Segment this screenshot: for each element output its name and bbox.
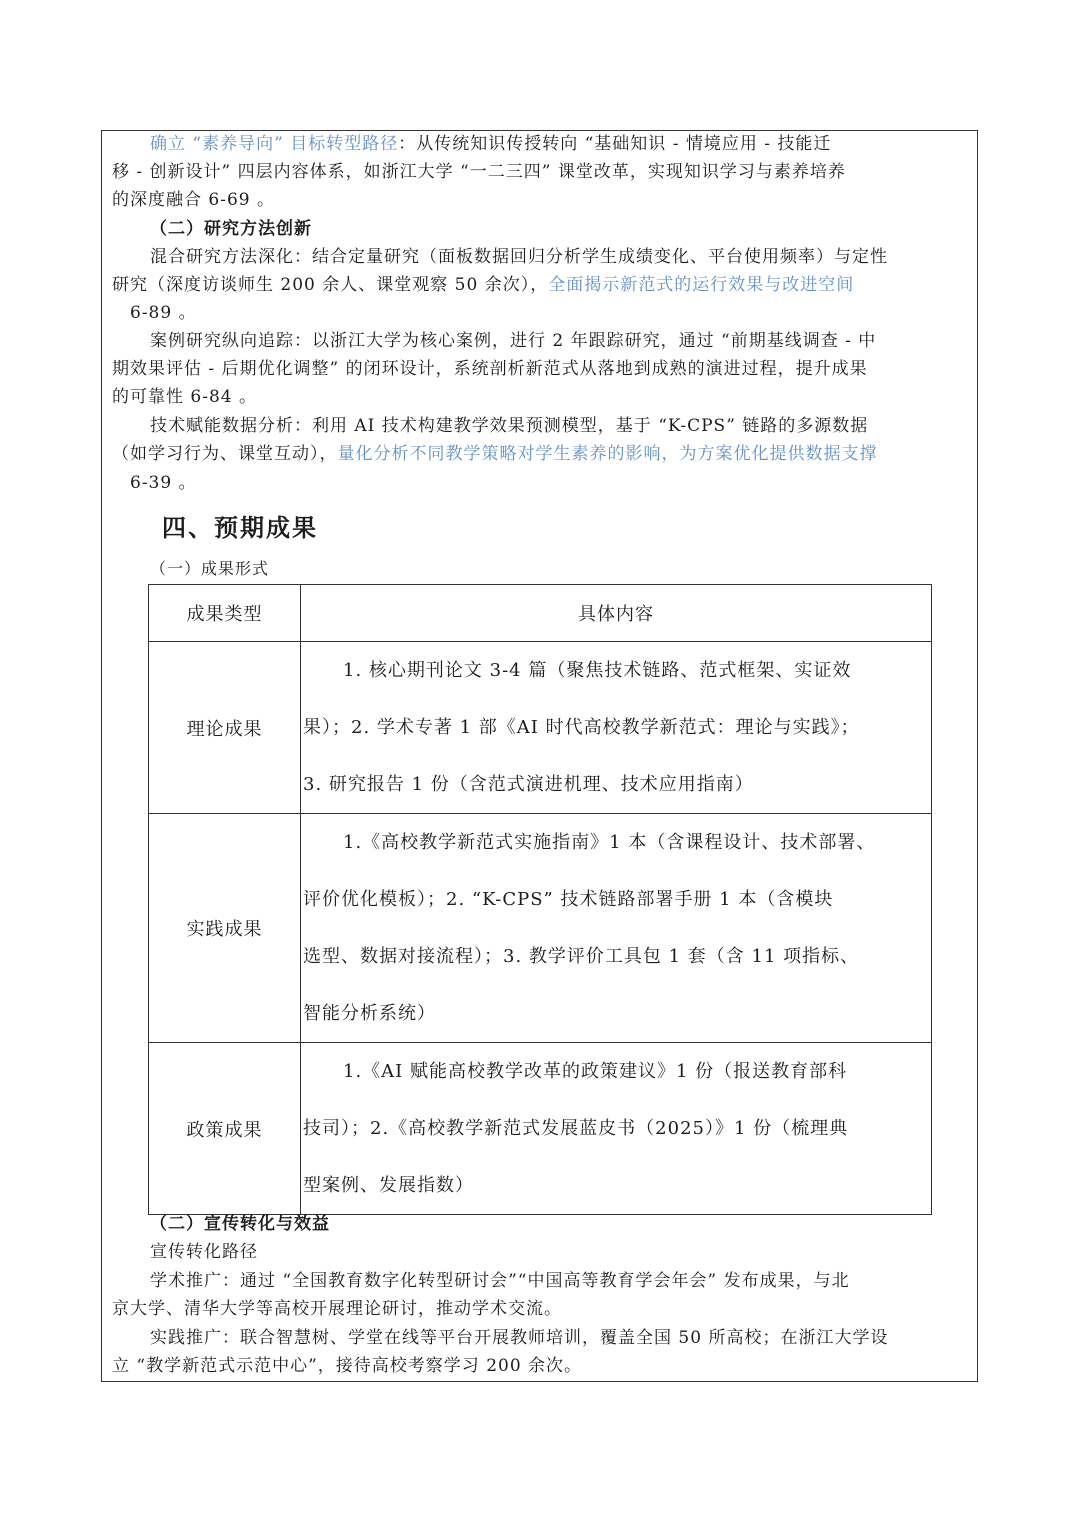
text-run: （如学习行为、课堂互动），	[112, 444, 338, 464]
row-type: 理论成果	[149, 642, 301, 814]
method-p1-ref: 6-89 。	[130, 303, 197, 323]
method-heading: （二）研究方法创新	[150, 219, 312, 239]
content-line: 型案例、发展指数）	[303, 1175, 474, 1196]
table-row	[149, 642, 932, 814]
row-content	[301, 642, 932, 814]
content-line: 1.《AI 赋能高校教学改革的政策建议》1 份（报送教育部科	[343, 1061, 848, 1082]
promotion-a-line1: 学术推广：通过 “全国教育数字化转型研讨会”“中国高等教育学会年会” 发布成果，与北	[150, 1271, 850, 1291]
form-heading: （一）成果形式	[150, 559, 270, 578]
row-type: 实践成果	[149, 814, 301, 1043]
content-line: 评价优化模板）；2. “K-CPS” 技术链路部署手册 1 本（含模块	[303, 889, 834, 910]
method-p1-line2	[112, 271, 932, 299]
table-header-row	[149, 585, 932, 642]
section-title: 四、预期成果	[162, 513, 318, 542]
content-line: 1.《高校教学新范式实施指南》1 本（含课程设计、技术部署、	[343, 832, 876, 853]
header-type: 成果类型	[149, 585, 301, 642]
text-run: ：从传统知识传授转向 “基础知识 - 情境应用 - 技能迁	[398, 134, 832, 154]
outcomes-table	[148, 584, 932, 1215]
highlight-text: 确立 “素养导向” 目标转型路径	[150, 134, 399, 154]
content-line: 智能分析系统）	[303, 1003, 436, 1024]
method-p2-line2: 期效果评估 - 后期优化调整” 的闭环设计，系统剖析新范式从落地到成熟的演进过程，提升成果	[112, 359, 868, 379]
content-line: 果）；2. 学术专著 1 部《AI 时代高校教学新范式：理论与实践》；	[303, 717, 860, 738]
text-run: 研究（深度访谈师生 200 余人、课堂观察 50 余次），	[112, 275, 549, 295]
highlight-text: 量化分析不同教学策略对学生素养的影响，为方案优化提供数据支撑	[337, 444, 878, 464]
content-line: 3. 研究报告 1 份（含范式演进机理、技术应用指南）	[303, 774, 754, 795]
promotion-heading: （二）宣传转化与效益	[150, 1214, 330, 1234]
content-line: 技司）；2.《高校教学新范式发展蓝皮书（2025）》1 份（梳理典	[303, 1118, 849, 1139]
row-type: 政策成果	[149, 1043, 301, 1215]
row-content	[301, 814, 932, 1043]
table-row	[149, 814, 932, 1043]
goal-paragraph-line3: 的深度融合 6-69 。	[112, 190, 275, 210]
method-p3-line1: 技术赋能数据分析：利用 AI 技术构建教学效果预测模型，基于 “K-CPS” 链路的多源数据	[150, 416, 869, 436]
promotion-b-line2: 立 “教学新范式示范中心”，接待高校考察学习 200 余次。	[112, 1356, 583, 1376]
row-content	[301, 1043, 932, 1215]
method-p1-line1: 混合研究方法深化：结合定量研究（面板数据回归分析学生成绩变化、平台使用频率）与定性	[150, 247, 888, 267]
method-p2-line3: 的可靠性 6-84 。	[112, 387, 257, 407]
method-p3-line2	[112, 440, 932, 468]
table-row	[149, 1043, 932, 1215]
promotion-sub: 宣传转化路径	[150, 1242, 258, 1262]
content-line: 1. 核心期刊论文 3-4 篇（聚焦技术链路、范式框架、实证效	[343, 660, 852, 681]
promotion-b-line1: 实践推广：联合智慧树、学堂在线等平台开展教师培训，覆盖全国 50 所高校；在浙江大学设	[150, 1328, 889, 1348]
method-p2-line1: 案例研究纵向追踪：以浙江大学为核心案例，进行 2 年跟踪研究，通过 “前期基线调查 - 中	[150, 331, 877, 351]
goal-paragraph-line2: 移 - 创新设计” 四层内容体系，如浙江大学 “一二三四” 课堂改革，实现知识学习与素养培养	[112, 162, 846, 182]
header-content: 具体内容	[301, 585, 932, 642]
content-line: 选型、数据对接流程）；3. 教学评价工具包 1 套（含 11 项指标、	[303, 946, 860, 967]
promotion-a-line2: 京大学、清华大学等高校开展理论研讨，推动学术交流。	[112, 1299, 562, 1319]
goal-paragraph-line1	[150, 130, 970, 158]
method-p3-ref: 6-39 。	[130, 473, 197, 493]
highlight-text: 全面揭示新范式的运行效果与改进空间	[548, 275, 855, 295]
